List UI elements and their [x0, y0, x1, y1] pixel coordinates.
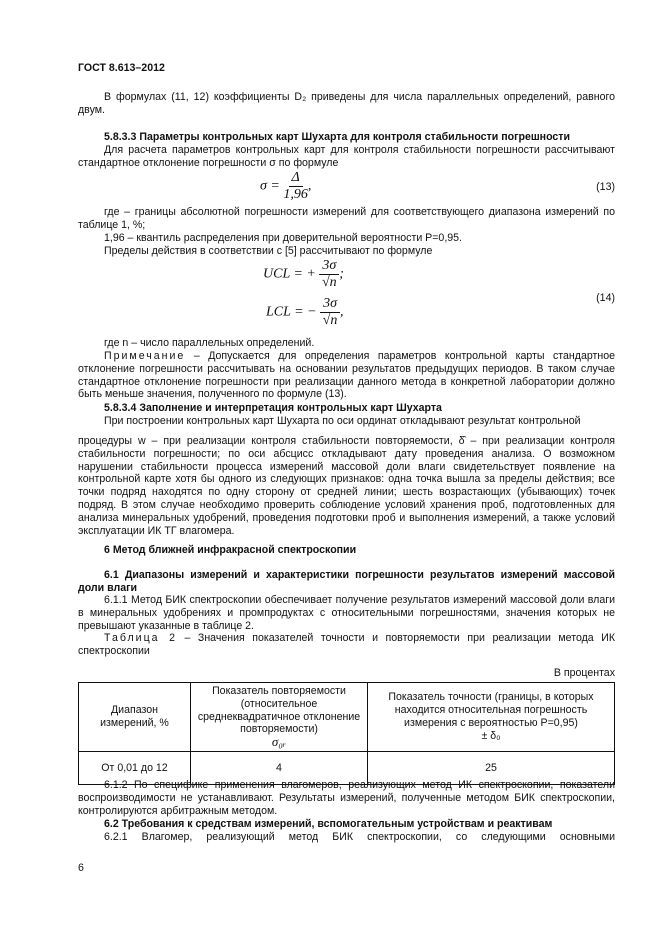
- section-heading: 5.8.3.3 Параметры контрольных карт Шухарта для контроля стабильности погрешности: [104, 131, 570, 143]
- note: [78, 350, 615, 401]
- paragraph: В формулах (11, 12) коэффициенты D₂ приведены для числа параллельных определений, равного двум.: [78, 91, 615, 116]
- numerator: 3σ: [319, 258, 339, 275]
- section-heading: 5.8.3.4 Заполнение и интерпретация контрольных карт Шухарта: [104, 402, 442, 414]
- paragraph: 1,96 – квантиль распределения при доверительной вероятности P=0,95.: [104, 232, 462, 244]
- numerator: 3σ: [320, 296, 340, 313]
- denominator: √n: [322, 275, 337, 290]
- formula-ucl: [263, 258, 344, 291]
- section-heading: 6.1 Диапазоны измерений и характеристики погрешности результатов измерений массовой доли влаги: [78, 569, 615, 594]
- note-label: Примечание: [104, 350, 186, 362]
- paragraph: Для расчета параметров контрольных карт для контроля стабильности погрешности рассчитывают стандартное отклонение погрешности σ по формуле: [78, 144, 615, 169]
- section-heading: 6 Метод ближней инфракрасной спектроскопии: [104, 544, 357, 556]
- header-cell: [368, 683, 615, 752]
- table-header-row: [79, 683, 615, 752]
- table-caption: [78, 632, 615, 658]
- paragraph: процедуры w – при реализации контроля стабильности повторяемости, δ̂ – при реализации контроля стабильности погрешности; по оси абсцисс откладывают дату проведения анализа. О возможном нарушении стабильности процесса измерений массовой доли влаги свидетельствует появление на контрольной карте хотя бы одного из следующих признаков: одна точка вышла за пределы действия; все точки подряд находятся по одну сторону от средней линии; шесть возрастающих (убывающих) точек подряд. В этом случае необходимо проверить соблюдение условий хранения проб, подготовленных для анализа минеральных удобрений, проведения подготовки проб и выполнения измерений, а также условий эксплуатации ИК ТГ влагомера.: [78, 435, 615, 537]
- paragraph: где n – число параллельных определений.: [104, 337, 315, 349]
- formula-tail: ,: [339, 304, 344, 320]
- header-text: Показатель точности (границы, в которых находится относительная погрешность измерения с вероятностью P=0,95): [388, 691, 594, 729]
- paragraph: 6.1.1 Метод БИК спектроскопии обеспечивает получение результатов измерений массовой доли влаги в минеральных удобрениях и промпродуктах с относительными погрешностями, значения которых не превышают указанные в таблице 2.: [78, 594, 615, 632]
- equation-number: (14): [596, 292, 615, 304]
- header-cell: [191, 683, 368, 752]
- table-caption-text: – Значения показателей точности и повторяемости при реализации метода ИК спектроскопии: [78, 632, 616, 657]
- section-heading: 6.2 Требования к средствам измерений, вспомогательным устройствам и реактивам: [104, 818, 553, 830]
- table-cell: 4: [191, 751, 368, 784]
- page-number: 6: [78, 862, 84, 874]
- note-text: – Допускается для определения параметров контрольной карты стандартное отклонение погрешности рассчитывать на основании результатов предыдущих периодов. В таком случае стандартное отклонение погрешности при реализации данного метода в конкретной лаборатории должно быть меньше значения, полученного по формуле (13).: [78, 350, 615, 401]
- delta-symbol: ± δ₀: [481, 729, 501, 742]
- numerator: Δ: [289, 170, 303, 187]
- formula-lhs: LCL = −: [266, 304, 317, 320]
- denominator: 1,96: [283, 187, 308, 202]
- table-label: Таблица 2: [104, 632, 177, 644]
- formula-lhs: UCL = +: [263, 266, 316, 282]
- paragraph: При построении контрольных карт Шухарта по оси ординат откладывают результат контрольной: [104, 415, 581, 427]
- paragraph: Пределы действия в соответствии с [5] рассчитывают по формуле: [104, 245, 433, 257]
- data-table: [78, 682, 615, 785]
- paragraph: 6.1.2 По специфике применения влагомеров, реализующих метод ИК спектроскопии, показатели воспроизводимости не устанавливают. Результаты измерений, полученные методом БИК спектроскопии, контролируются арбитражным методом.: [78, 779, 615, 817]
- formula-tail: ,: [307, 178, 312, 194]
- denominator: √n: [322, 313, 338, 328]
- formula-tail: ;: [339, 266, 344, 282]
- formula-lhs: σ =: [260, 178, 280, 194]
- table-cell: От 0,01 до 12: [79, 751, 191, 784]
- equation-number: (13): [596, 181, 615, 193]
- paragraph: 6.2.1 Влагомер, реализующий метод БИК спектроскопии, со следующими основными: [104, 831, 615, 843]
- units-label: В процентах: [553, 667, 615, 679]
- header-text: Показатель повторяемости (относительное среднеквадратичное отклонение повторяемости): [197, 685, 361, 736]
- document-header: ГОСТ 8.613–2012: [78, 62, 165, 74]
- table-cell: 25: [368, 751, 615, 784]
- paragraph: где – границы абсолютной погрешности измерений для соответствующего диапазона измерений по таблице 1, %;: [78, 206, 615, 231]
- header-cell: Диапазон измерений, %: [79, 683, 191, 752]
- sigma-symbol: σ₀ᵣ: [271, 734, 287, 750]
